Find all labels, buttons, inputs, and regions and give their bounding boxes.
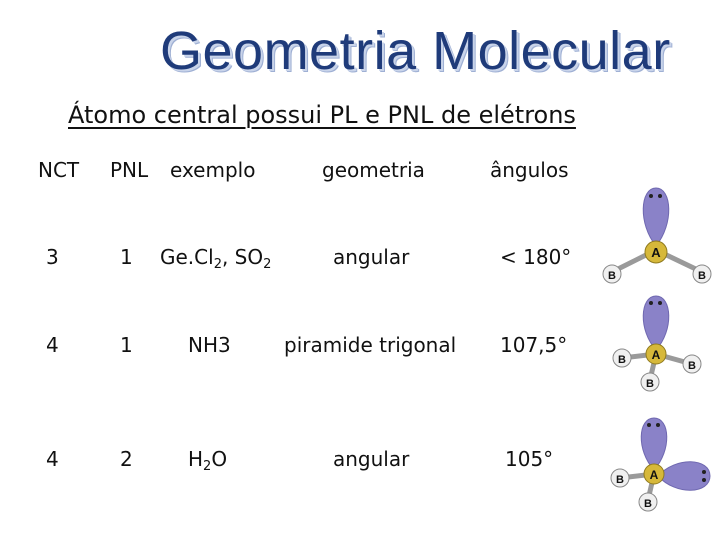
example-formula: $Ge.Cl_2$, $SO_2$ bbox=[160, 245, 272, 272]
header-geometria: geometria bbox=[322, 158, 425, 182]
slide-subtitle: Átomo central possui PL e PNL de elétrons bbox=[68, 101, 576, 129]
svg-text:B: B bbox=[688, 360, 696, 372]
svg-text:B: B bbox=[644, 498, 652, 510]
trigonal-pyramid-diagram bbox=[610, 292, 714, 392]
svg-text:B: B bbox=[608, 270, 616, 282]
geometry-value: angular bbox=[333, 447, 410, 471]
nct-value: 3 bbox=[46, 245, 59, 269]
svg-text:B: B bbox=[646, 378, 654, 390]
example-formula: NH3 bbox=[188, 333, 231, 357]
bent-molecule-diagram bbox=[598, 184, 716, 290]
bent-two-lone-pairs-diagram bbox=[606, 412, 716, 516]
svg-text:A: A bbox=[651, 245, 661, 260]
pnl-value: 1 bbox=[120, 333, 133, 357]
header-angulos: ângulos bbox=[490, 158, 569, 182]
geometry-value: angular bbox=[333, 245, 410, 269]
header-exemplo: exemplo bbox=[170, 158, 256, 182]
svg-text:A: A bbox=[651, 348, 661, 362]
slide-title: Geometria Molecular bbox=[160, 21, 671, 81]
header-pnl: PNL bbox=[110, 158, 149, 182]
nct-value: 4 bbox=[46, 333, 59, 357]
pnl-value: 1 bbox=[120, 245, 133, 269]
pnl-value: 2 bbox=[120, 447, 133, 471]
example-formula: $H_2O$ bbox=[188, 447, 228, 474]
svg-text:A: A bbox=[649, 468, 659, 482]
svg-text:B: B bbox=[618, 354, 626, 366]
lone-pair-lobe bbox=[643, 188, 669, 246]
lone-pair-lobe bbox=[658, 462, 710, 491]
svg-text:B: B bbox=[698, 270, 706, 282]
angle-value: 107,5° bbox=[500, 333, 568, 357]
nct-value: 4 bbox=[46, 447, 59, 471]
lone-pair-lobe bbox=[641, 418, 667, 470]
lone-pair-lobe bbox=[643, 296, 669, 350]
angle-value: < 180° bbox=[500, 245, 572, 269]
geometry-value: piramide trigonal bbox=[284, 333, 457, 357]
angle-value: 105° bbox=[505, 447, 554, 471]
svg-text:B: B bbox=[616, 474, 624, 486]
header-nct: NCT bbox=[38, 158, 80, 182]
